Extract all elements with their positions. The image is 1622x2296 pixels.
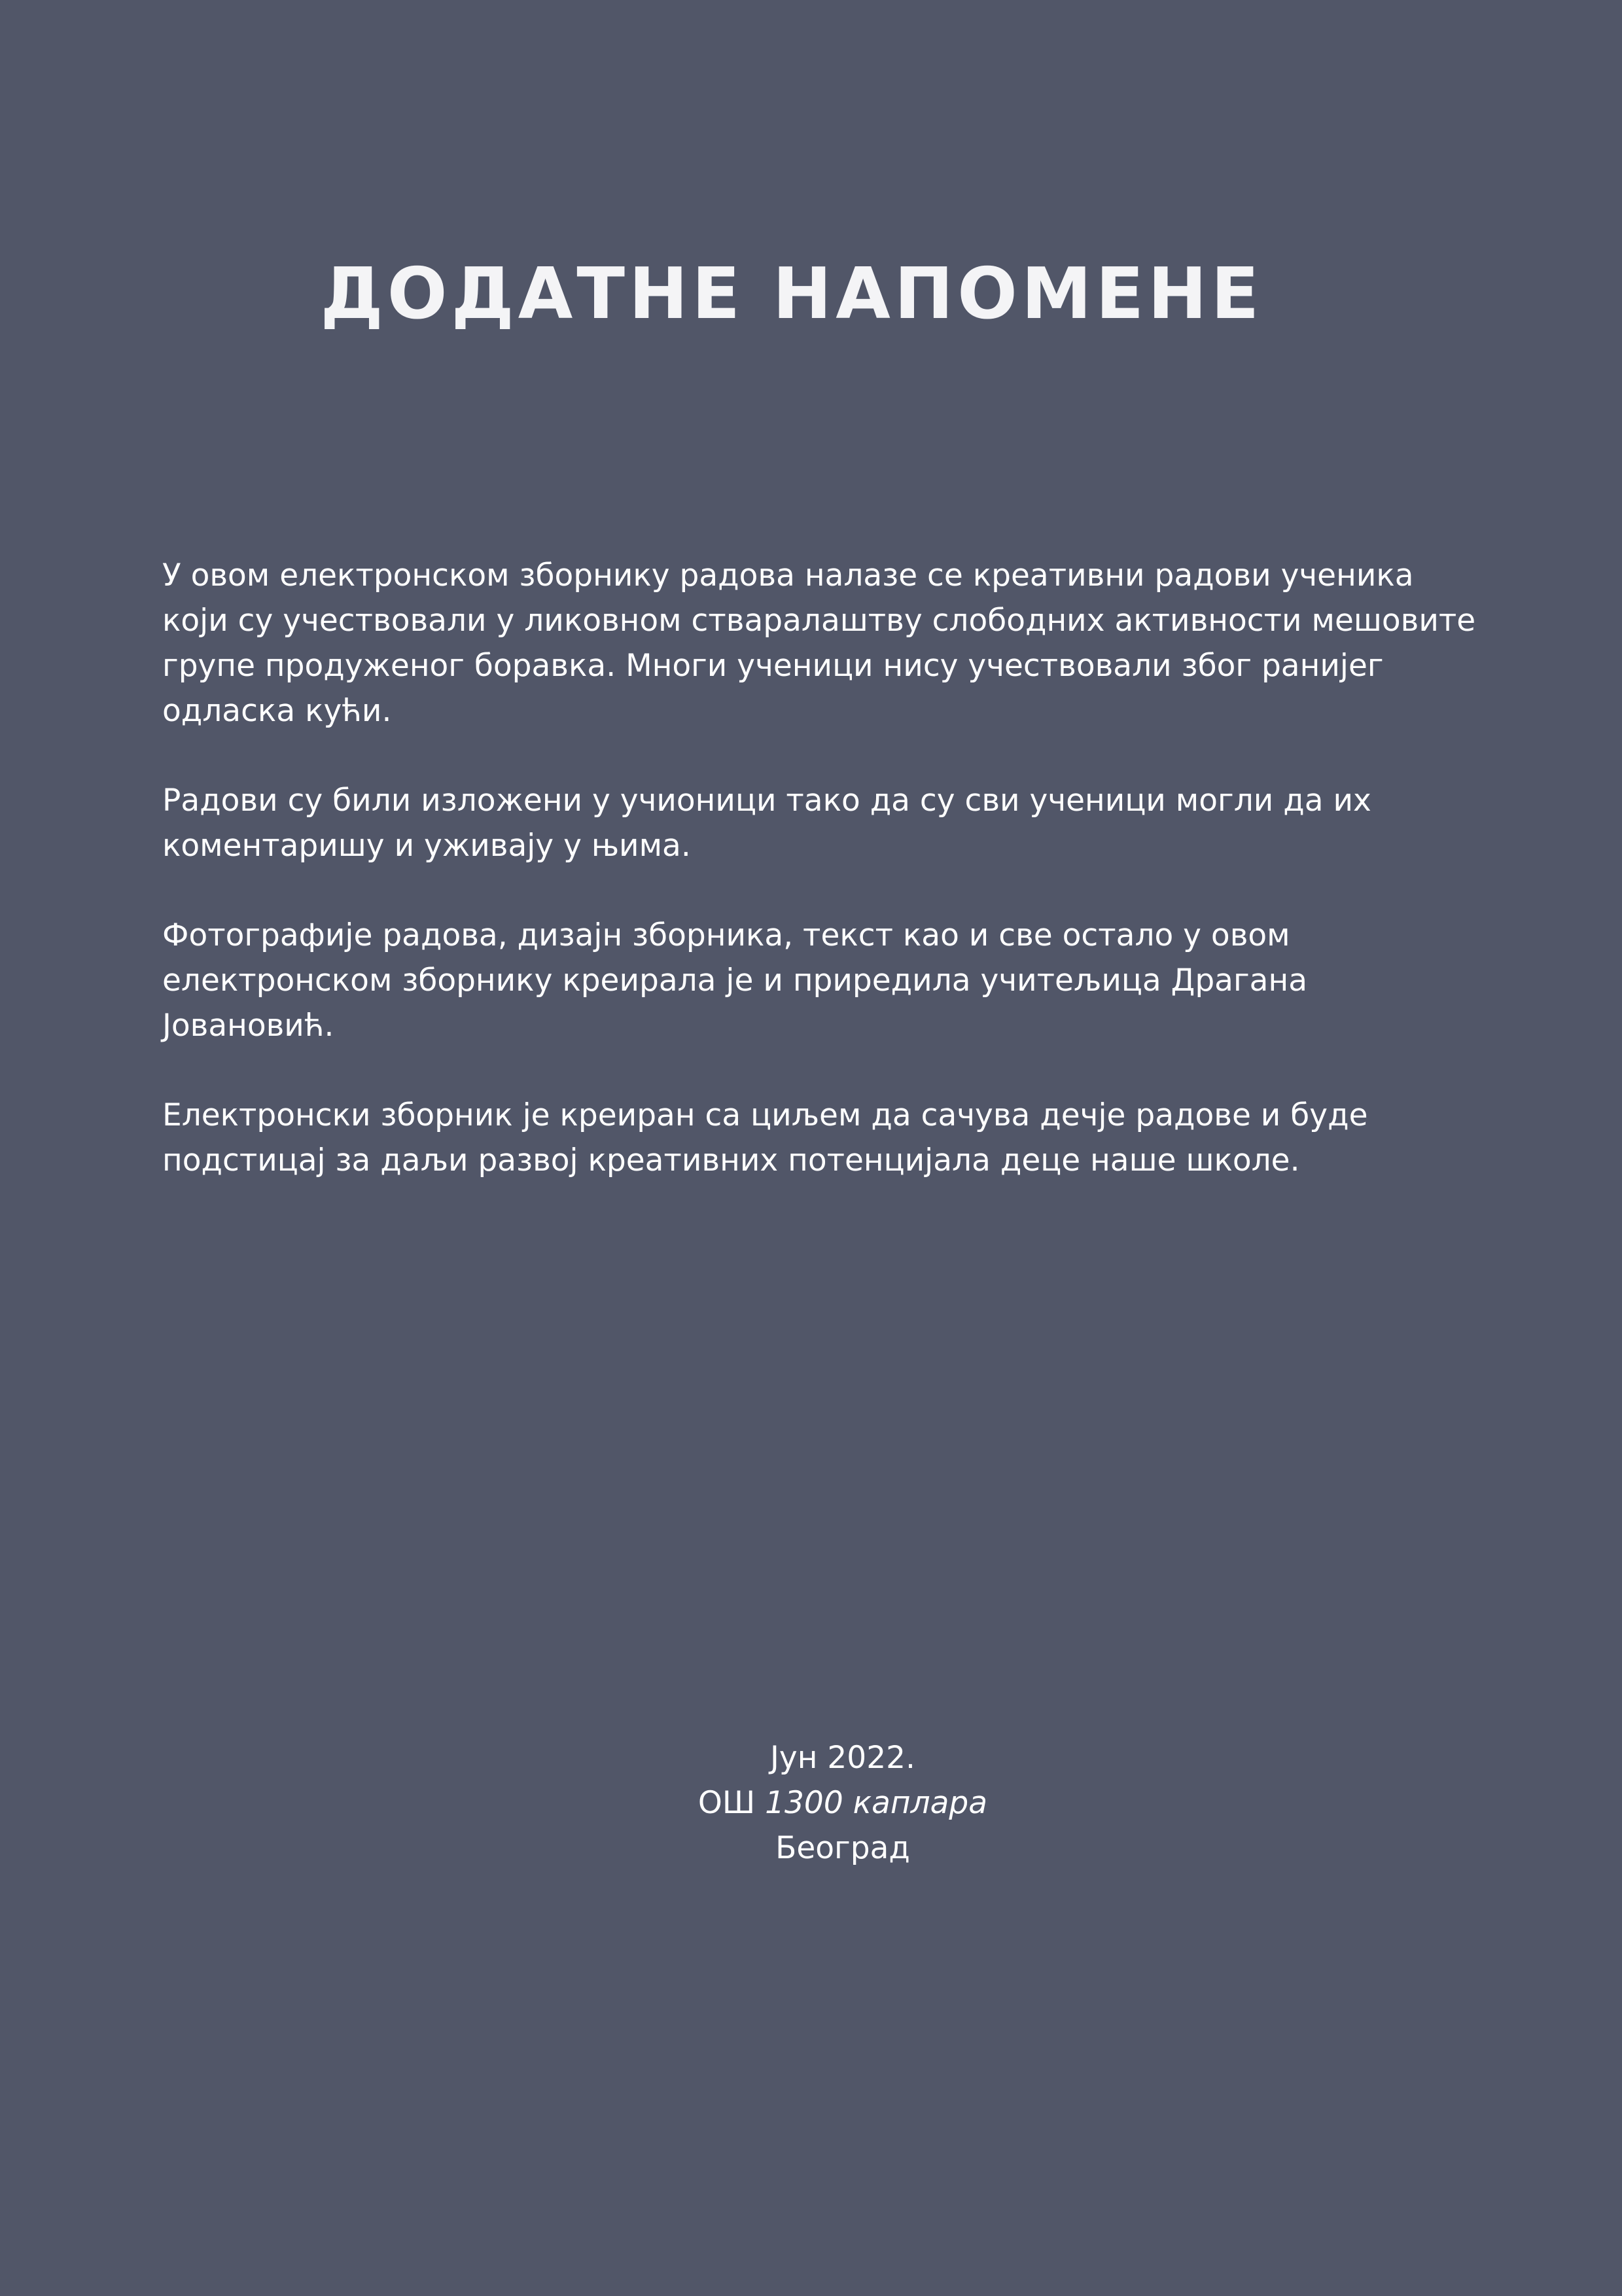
page-title: ДОДАТНЕ НАПОМЕНЕ [320,253,1263,335]
footer-date: Јун 2022. [770,1740,915,1776]
footer-block [0,1735,1622,1871]
footer-school-name: 1300 каплара [765,1785,988,1821]
footer-school-prefix: ОШ [697,1785,766,1821]
paragraph-3: Фотографије радова, дизајн зборника, текст као и све остало у овом електронском зборнику креирала је и приредила учитељица Драгана Јовановић. [162,917,1307,1044]
notes-body [162,553,1477,1227]
paragraph-2: Радови су били изложени у учионици тако да су сви ученици могли да их коментаришу и уживају у њима. [162,783,1371,864]
paragraph-1: У овом електронском зборнику радова налазе се креативни радови ученика који су учествовали у ликовном стваралаштву слободних активности мешовите групе продуженог боравка. Многи ученици нису учествовали због ранијег одласка кући. [162,557,1476,729]
footer-school [0,1780,1622,1826]
footer-city: Београд [775,1830,910,1866]
paragraph-4: Електронски зборник је креиран са циљем да сачува дечје радове и буде подстицај за даљи развој креативних потенцијала деце наше школе. [162,1097,1368,1178]
